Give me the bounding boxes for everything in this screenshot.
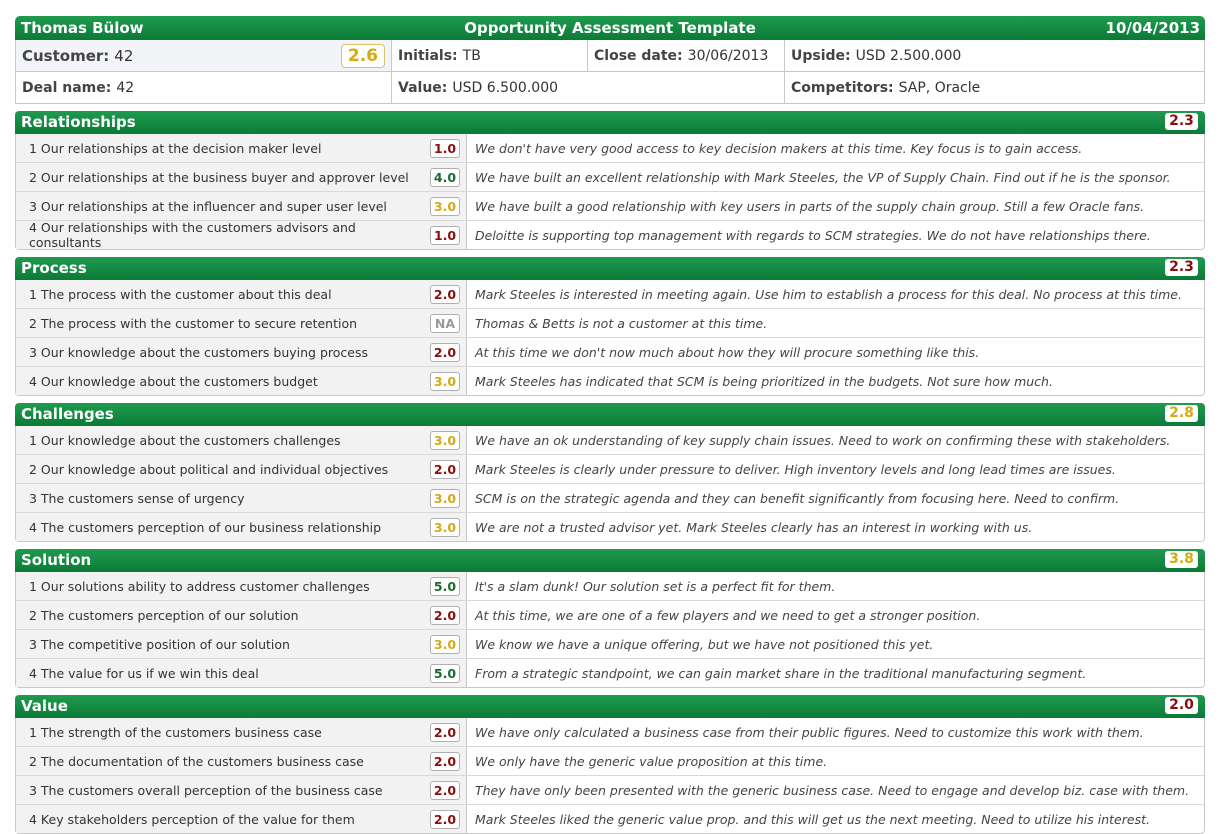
- initials-value: TB: [462, 47, 481, 64]
- question-comment[interactable]: We have built a good relationship with key users in parts of the supply chain group. Still a few Oracle fans.: [475, 198, 1145, 214]
- question-score[interactable]: 4.0: [430, 168, 460, 187]
- deal-name-cell[interactable]: [16, 72, 392, 103]
- question-comment[interactable]: It's a slam dunk! Our solution set is a perfect fit for them.: [475, 578, 836, 594]
- section-value: [15, 695, 1205, 834]
- question-score[interactable]: 3.0: [430, 197, 460, 216]
- customer-label: Customer:: [22, 46, 110, 65]
- title-bar: [15, 16, 1205, 40]
- question-cell: [16, 572, 467, 600]
- question-label: 2 The customers perception of our solution: [29, 607, 299, 623]
- question-row: [16, 484, 1204, 513]
- question-row: [16, 134, 1204, 163]
- question-cell: [16, 805, 467, 833]
- question-row: [16, 280, 1204, 309]
- section-header: [15, 695, 1205, 718]
- section-title: Value: [21, 697, 68, 715]
- question-row: [16, 221, 1204, 249]
- info-row-2: [16, 72, 1204, 103]
- deal-info-panel: [15, 40, 1205, 104]
- question-score[interactable]: 3.0: [430, 518, 460, 537]
- question-cell: [16, 601, 467, 629]
- question-cell: [16, 659, 467, 687]
- section-body: [15, 426, 1205, 542]
- question-label: 4 The value for us if we win this deal: [29, 665, 259, 681]
- question-comment[interactable]: At this time, we are one of a few players and we need to get a stronger position.: [475, 607, 981, 623]
- question-row: [16, 805, 1204, 833]
- question-score[interactable]: 2.0: [430, 285, 460, 304]
- section-header: [15, 403, 1205, 426]
- question-label: 3 The customers sense of urgency: [29, 490, 245, 506]
- question-label: 1 The process with the customer about this deal: [29, 286, 332, 302]
- deal-name-label: Deal name:: [22, 79, 112, 96]
- question-score[interactable]: 2.0: [430, 606, 460, 625]
- question-cell: [16, 163, 467, 191]
- question-comment[interactable]: We have built an excellent relationship with Mark Steeles, the VP of Supply Chain. Find out if he is the sponsor.: [475, 169, 1171, 185]
- question-score[interactable]: 3.0: [430, 489, 460, 508]
- question-row: [16, 513, 1204, 541]
- competitors-label: Competitors:: [791, 79, 894, 96]
- customer-value: 42: [114, 46, 134, 65]
- deal-name-value: 42: [116, 79, 135, 96]
- question-row: [16, 309, 1204, 338]
- section-challenges: [15, 403, 1205, 542]
- question-row: [16, 338, 1204, 367]
- question-cell: [16, 134, 467, 162]
- section-title: Process: [21, 259, 87, 277]
- question-label: 3 Our knowledge about the customers buying process: [29, 344, 368, 360]
- question-label: 4 Our relationships with the customers advisors and consultants: [29, 220, 356, 250]
- question-comment[interactable]: We have only calculated a business case from their public figures. Need to customize this work with them.: [475, 724, 1144, 740]
- question-row: [16, 163, 1204, 192]
- close-date-value: 30/06/2013: [687, 47, 769, 64]
- question-cell: [16, 513, 467, 541]
- question-cell: [16, 367, 467, 395]
- question-score[interactable]: 2.0: [430, 460, 460, 479]
- question-row: [16, 630, 1204, 659]
- question-comment[interactable]: At this time we don't now much about how they will procure something like this.: [475, 344, 980, 360]
- question-row: [16, 426, 1204, 455]
- section-title: Solution: [21, 551, 92, 569]
- section-score: 2.3: [1165, 259, 1198, 276]
- question-score[interactable]: 1.0: [430, 139, 460, 158]
- question-comment[interactable]: They have only been presented with the generic business case. Need to engage and develop biz. case with them.: [475, 782, 1190, 798]
- value-value: USD 6.500.000: [452, 79, 559, 96]
- question-row: [16, 192, 1204, 221]
- info-row-1: [16, 40, 1204, 72]
- question-comment[interactable]: Mark Steeles has indicated that SCM is being prioritized in the budgets. Not sure how much.: [475, 373, 1053, 389]
- question-score[interactable]: 1.0: [430, 226, 460, 245]
- question-comment[interactable]: SCM is on the strategic agenda and they can benefit significantly from focusing here. Need to confirm.: [475, 490, 1120, 506]
- upside-cell[interactable]: [785, 40, 1204, 71]
- section-header: [15, 257, 1205, 280]
- question-label: 1 Our solutions ability to address customer challenges: [29, 578, 370, 594]
- question-score[interactable]: 5.0: [430, 577, 460, 596]
- section-body: [15, 280, 1205, 396]
- section-relationships: [15, 111, 1205, 250]
- section-body: [15, 718, 1205, 834]
- initials-cell[interactable]: [392, 40, 588, 71]
- question-comment[interactable]: Deloitte is supporting top management with regards to SCM strategies. We do not have relationships there.: [475, 227, 1151, 243]
- competitors-cell[interactable]: [785, 72, 1204, 103]
- question-cell: [16, 630, 467, 658]
- question-score[interactable]: 3.0: [430, 372, 460, 391]
- question-score[interactable]: 2.0: [430, 723, 460, 742]
- question-score[interactable]: 3.0: [430, 635, 460, 654]
- question-label: 4 Key stakeholders perception of the value for them: [29, 811, 355, 827]
- close-date-cell[interactable]: [588, 40, 785, 71]
- question-cell: [16, 484, 467, 512]
- question-label: 4 The customers perception of our business relationship: [29, 519, 382, 535]
- section-body: [15, 572, 1205, 688]
- section-score: 2.3: [1165, 113, 1198, 130]
- question-comment[interactable]: We only have the generic value proposition at this time.: [475, 753, 828, 769]
- section-title: Challenges: [21, 405, 114, 423]
- section-header: [15, 549, 1205, 572]
- question-score[interactable]: 2.0: [430, 343, 460, 362]
- question-comment[interactable]: Mark Steeles is clearly under pressure to deliver. High inventory levels and long lead times are issues.: [475, 461, 1116, 477]
- section-score: 3.8: [1165, 551, 1198, 568]
- competitors-value: SAP, Oracle: [898, 79, 981, 96]
- question-score[interactable]: 2.0: [430, 810, 460, 829]
- question-comment[interactable]: Mark Steeles is interested in meeting again. Use him to establish a process for this deal. No process at this time.: [475, 286, 1182, 302]
- section-score: 2.8: [1165, 405, 1198, 422]
- question-row: [16, 455, 1204, 484]
- question-label: 4 Our knowledge about the customers budget: [29, 373, 318, 389]
- value-cell[interactable]: [392, 72, 785, 103]
- question-score[interactable]: 2.0: [430, 752, 460, 771]
- question-comment[interactable]: We have an ok understanding of key supply chain issues. Need to work on confirming these with stakeholders.: [475, 432, 1171, 448]
- question-cell: [16, 747, 467, 775]
- question-cell: [16, 192, 467, 220]
- question-label: 3 The competitive position of our solution: [29, 636, 290, 652]
- question-cell: [16, 338, 467, 366]
- question-score[interactable]: 2.0: [430, 781, 460, 800]
- question-comment[interactable]: We are not a trusted advisor yet. Mark Steeles clearly has an interest in working with us.: [475, 519, 1033, 535]
- question-row: [16, 601, 1204, 630]
- question-label: 2 The process with the customer to secure retention: [29, 315, 358, 331]
- section-title: Relationships: [21, 113, 136, 131]
- question-cell: [16, 309, 467, 337]
- customer-cell[interactable]: [16, 40, 392, 71]
- question-cell: [16, 776, 467, 804]
- question-label: 3 Our relationships at the influencer and super user level: [29, 198, 387, 214]
- assessment-sections: [15, 111, 1205, 834]
- header-date: 10/04/2013: [1105, 19, 1200, 37]
- question-comment[interactable]: From a strategic standpoint, we can gain market share in the traditional manufacturing segment.: [475, 665, 1087, 681]
- upside-label: Upside:: [791, 47, 851, 64]
- question-row: [16, 747, 1204, 776]
- question-score[interactable]: 3.0: [430, 431, 460, 450]
- question-cell: [16, 426, 467, 454]
- question-comment[interactable]: Thomas & Betts is not a customer at this time.: [475, 315, 768, 331]
- page-title: Opportunity Assessment Template: [464, 19, 756, 37]
- initials-label: Initials:: [398, 47, 458, 64]
- section-body: [15, 134, 1205, 250]
- question-cell: [16, 718, 467, 746]
- question-comment[interactable]: We know we have a unique offering, but we have not positioned this yet.: [475, 636, 934, 652]
- value-label: Value:: [398, 79, 448, 96]
- question-row: [16, 659, 1204, 687]
- question-label: 1 Our knowledge about the customers challenges: [29, 432, 341, 448]
- question-score[interactable]: 5.0: [430, 664, 460, 683]
- question-score[interactable]: NA: [430, 314, 460, 333]
- close-date-label: Close date:: [594, 47, 683, 64]
- question-row: [16, 718, 1204, 747]
- assessment-sheet: [15, 16, 1205, 834]
- section-score: 2.0: [1165, 697, 1198, 714]
- question-row: [16, 776, 1204, 805]
- question-label: 2 Our relationships at the business buyer and approver level: [29, 169, 409, 185]
- question-cell: [16, 221, 467, 249]
- question-comment[interactable]: We don't have very good access to key decision makers at this time. Key focus is to gain access.: [475, 140, 1083, 156]
- upside-value: USD 2.500.000: [855, 47, 962, 64]
- question-label: 1 The strength of the customers business case: [29, 724, 322, 740]
- question-row: [16, 367, 1204, 395]
- customer-overall-score: 2.6: [341, 44, 385, 68]
- section-header: [15, 111, 1205, 134]
- owner-name: Thomas Bülow: [21, 19, 144, 37]
- question-label: 3 The customers overall perception of the business case: [29, 782, 383, 798]
- question-cell: [16, 280, 467, 308]
- question-label: 2 The documentation of the customers business case: [29, 753, 364, 769]
- question-cell: [16, 455, 467, 483]
- question-label: 1 Our relationships at the decision maker level: [29, 140, 322, 156]
- question-comment[interactable]: Mark Steeles liked the generic value prop. and this will get us the next meeting. Need to utilize his interest.: [475, 811, 1150, 827]
- section-solution: [15, 549, 1205, 688]
- question-row: [16, 572, 1204, 601]
- question-label: 2 Our knowledge about political and individual objectives: [29, 461, 389, 477]
- section-process: [15, 257, 1205, 396]
